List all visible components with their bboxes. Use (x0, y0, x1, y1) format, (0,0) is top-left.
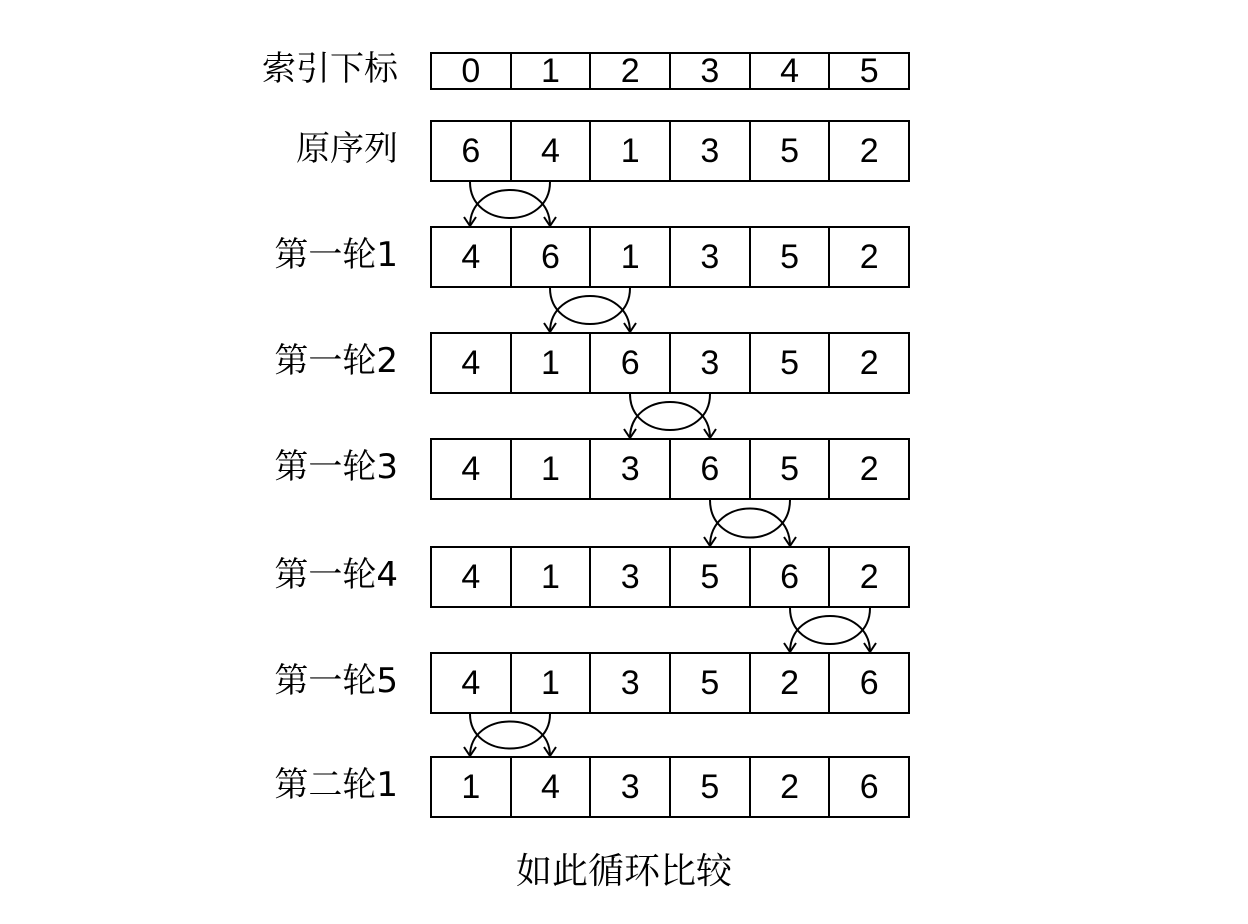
cell: 5 (749, 334, 829, 392)
swap-arc-upper (790, 608, 870, 644)
swap-arc-lower (470, 190, 550, 226)
cell: 3 (589, 440, 669, 498)
cell: 3 (669, 54, 749, 88)
arrowhead-icon (464, 217, 476, 226)
swap-arc-lower (710, 509, 790, 547)
cell: 2 (828, 440, 908, 498)
cell: 6 (589, 334, 669, 392)
arrowhead-icon (464, 747, 476, 756)
swap-arc-lower (630, 402, 710, 438)
cell: 2 (828, 548, 908, 606)
arrowhead-icon (624, 323, 636, 332)
row-label-index: 索引下标 (262, 49, 398, 89)
swap-arc-lower (790, 616, 870, 652)
cell: 1 (510, 548, 590, 606)
cell: 4 (510, 758, 590, 816)
cell: 2 (589, 54, 669, 88)
cell: 1 (589, 122, 669, 180)
cell: 1 (589, 228, 669, 286)
arrowhead-icon (864, 643, 876, 652)
cell: 6 (749, 548, 829, 606)
cell: 1 (510, 334, 590, 392)
cell: 1 (510, 440, 590, 498)
row-label-pass1-step1: 第一轮1 (274, 235, 398, 275)
cell: 4 (510, 122, 590, 180)
cell: 5 (828, 54, 908, 88)
swap-arc-lower (470, 722, 550, 757)
arrowhead-icon (784, 643, 796, 652)
cell: 6 (828, 654, 908, 712)
arrowhead-icon (544, 217, 556, 226)
cell: 2 (828, 228, 908, 286)
cell: 4 (461, 343, 481, 382)
cell: 6 (669, 440, 749, 498)
cell: 6 (510, 228, 590, 286)
cell: 5 (669, 654, 749, 712)
cell: 5 (749, 122, 829, 180)
row-label-pass1-step4: 第一轮4 (274, 555, 398, 595)
cell: 5 (749, 228, 829, 286)
row-label-original: 原序列 (296, 129, 398, 169)
cell: 2 (828, 122, 908, 180)
row-pass1-step1 (430, 226, 910, 288)
swap-arc-upper (630, 394, 710, 430)
swap-arc-upper (470, 714, 550, 749)
arrowhead-icon (624, 429, 636, 438)
cell: 2 (749, 758, 829, 816)
cell: 4 (461, 557, 481, 596)
row-pass1-step3 (430, 438, 910, 500)
caption: 如此循环比较 (515, 851, 732, 892)
cell: 5 (749, 440, 829, 498)
arrowhead-icon (704, 429, 716, 438)
cell: 3 (589, 548, 669, 606)
arrowhead-icon (704, 537, 716, 546)
row-index (430, 52, 910, 90)
cell: 3 (589, 654, 669, 712)
swap-arc-upper (470, 182, 550, 218)
row-pass2-step1 (430, 756, 910, 818)
cell: 5 (669, 758, 749, 816)
swap-arc-upper (550, 288, 630, 324)
row-label-pass1-step5: 第一轮5 (274, 661, 398, 701)
cell: 6 (828, 758, 908, 816)
cell: 6 (461, 131, 481, 170)
row-label-pass1-step2: 第一轮2 (274, 341, 398, 381)
cell: 1 (461, 767, 481, 806)
row-original (430, 120, 910, 182)
row-pass1-step5 (430, 652, 910, 714)
row-pass1-step2 (430, 332, 910, 394)
cell: 3 (669, 228, 749, 286)
cell: 4 (461, 237, 481, 276)
cell: 4 (461, 449, 481, 488)
cell: 4 (461, 663, 481, 702)
cell: 2 (828, 334, 908, 392)
cell: 3 (589, 758, 669, 816)
cell: 2 (749, 654, 829, 712)
cell: 3 (669, 334, 749, 392)
row-pass1-step4 (430, 546, 910, 608)
cell: 5 (669, 548, 749, 606)
cell: 0 (461, 51, 481, 90)
arrowhead-icon (784, 537, 796, 546)
arrowhead-icon (544, 323, 556, 332)
cell: 1 (510, 654, 590, 712)
cell: 4 (749, 54, 829, 88)
row-label-pass1-step3: 第一轮3 (274, 447, 398, 487)
swap-arc-lower (550, 296, 630, 332)
cell: 3 (669, 122, 749, 180)
swap-arc-upper (710, 500, 790, 538)
arrowhead-icon (544, 747, 556, 756)
row-label-pass2-step1: 第二轮1 (274, 765, 398, 805)
cell: 1 (510, 54, 590, 88)
